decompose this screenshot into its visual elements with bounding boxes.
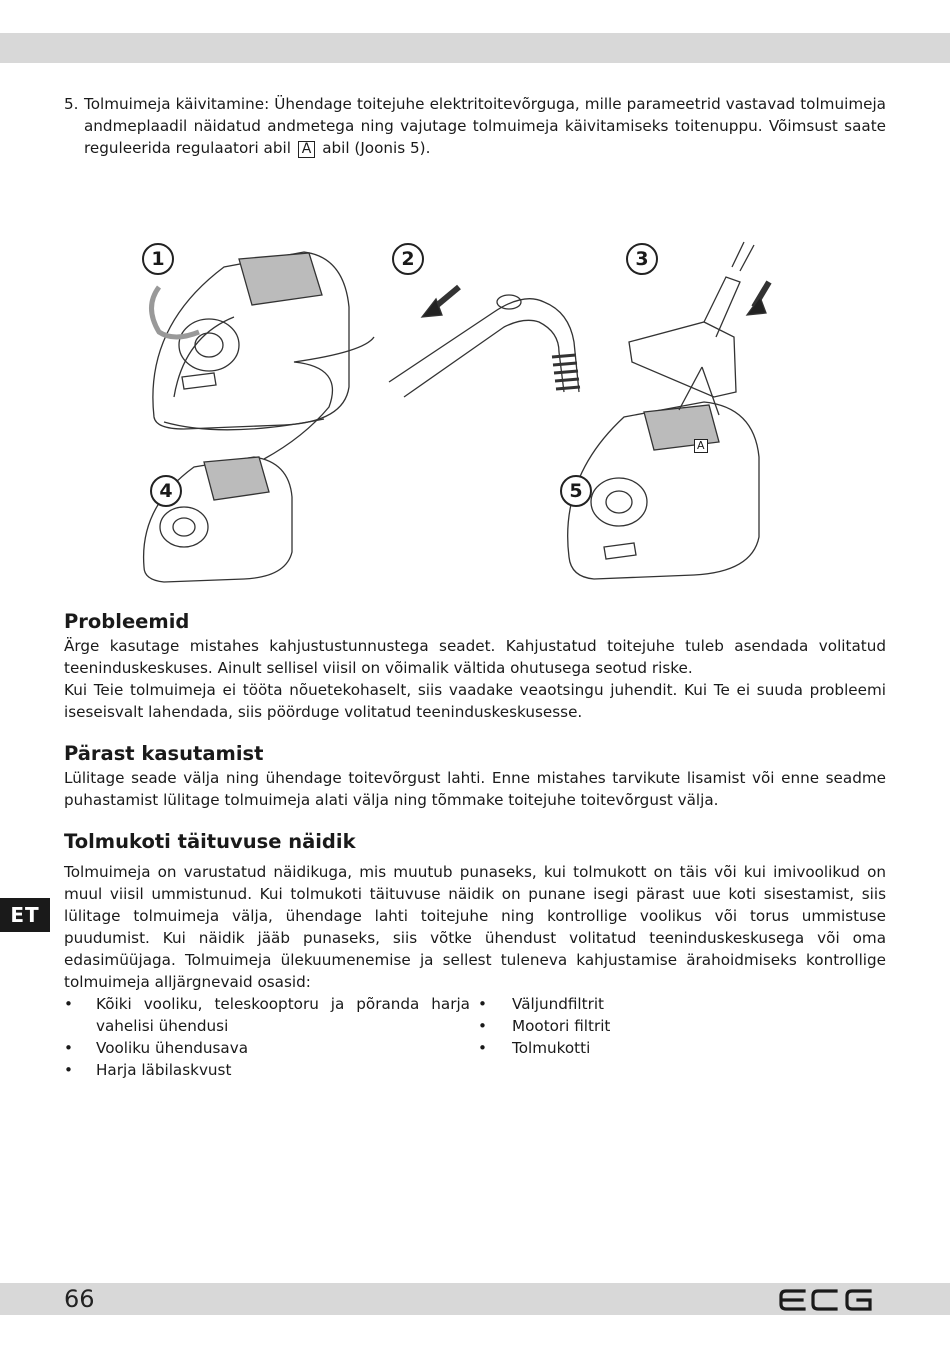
step-text-after: abil (Joonis 5). <box>322 139 431 157</box>
check-list-right <box>478 993 886 1081</box>
paragraph: Tolmuimeja on varustatud näidikuga, mis muutub punaseks, kui tolmukott on täis või kui imivoolikud on muul viisil ummistunud. Kui tolmukoti täituvuse näidik on punane isegi pärast uue koti sisestamist, siis lülitage tolmuimeja välja, ühendage lahti toitejuhe ning kontrollige voolikus või torus ummistuse puudumist. Kui näidik jääb punaseks, siis võtke ühendust volitatud teeninduskeskusega või oma edasimüüjaga. Tolmuimeja ülekuumenemise ja sellest tuleneva kahjustamise ärahoidmiseks kontrollige tolmuimeja alljärgnevaid osasid: <box>64 863 886 991</box>
section-title-bag-indicator: Tolmukoti täituvuse näidik <box>64 830 356 853</box>
language-tab: ET <box>0 898 50 932</box>
paragraph: Kui Teie tolmuimeja ei tööta nõuetekohaselt, siis vaadake veaotsingu juhendit. Kui Te ei suuda probleemi iseseisvalt lahendada, siis pöörduge volitatud teeninduskeskusesse. <box>64 681 886 721</box>
figure-5-drawing <box>568 367 759 579</box>
list-item: • Kõiki vooliku, teleskooptoru ja põranda harja vahelisi ühendusi <box>64 993 470 1037</box>
figure-label-a: A <box>694 439 708 453</box>
list-item: • Mootori filtrit <box>478 1015 886 1037</box>
figure-label-2: 2 <box>392 243 424 275</box>
step-text <box>84 93 886 159</box>
header-bar <box>0 33 950 63</box>
figure-2-drawing <box>389 287 580 397</box>
step-number: 5. <box>64 95 79 113</box>
figure-label-3: 3 <box>626 243 658 275</box>
step-text-before: Tolmuimeja käivitamine: Ühendage toitejuhe elektritoitevõrguga, mille parameetrid vastavad tolmuimeja andmeplaadil näidatud andmetega ning vajutage tolmuimeja käivitamiseks toitenuppu. Võimsust saate reguleerida regulaatori abil <box>84 95 886 157</box>
list-item: • Harja läbilaskvust <box>64 1059 470 1081</box>
figure-label-5: 5 <box>560 475 592 507</box>
figure-label-4: 4 <box>150 475 182 507</box>
figure-4-drawing <box>144 337 374 582</box>
list-item: • Tolmukotti <box>478 1037 886 1059</box>
step-5 <box>64 93 886 159</box>
page-number: 66 <box>64 1285 95 1313</box>
section-title-after-use: Pärast kasutamist <box>64 742 264 765</box>
figure-label-1: 1 <box>142 243 174 275</box>
figure-1-drawing <box>152 252 350 430</box>
section-bag-indicator <box>64 829 886 1081</box>
check-list-left <box>64 993 470 1081</box>
section-after-use <box>64 741 886 811</box>
vacuum-drawings <box>64 167 886 597</box>
paragraph: Lülitage seade välja ning ühendage toitevõrgust lahti. Enne mistahes tarvikute lisamist või enne seadme puhastamist lülitage tolmuimeja alati välja ning tõmmake toitejuhe toitevõrgust välja. <box>64 769 886 809</box>
vacuum-illustration <box>64 167 886 597</box>
list-item: • Väljundfiltrit <box>478 993 886 1015</box>
page-content <box>64 93 886 1081</box>
section-problems <box>64 609 886 723</box>
section-title-problems: Probleemid <box>64 610 190 633</box>
list-item: • Vooliku ühendusava <box>64 1037 470 1059</box>
boxed-label-a: A <box>298 141 316 158</box>
paragraph: Ärge kasutage mistahes kahjustustunnustega seadet. Kahjustatud toitejuhe tuleb asendada volitatud teeninduskeskuses. Ainult sellisel viisil on võimalik vältida ohutusega seotud riske. <box>64 637 886 677</box>
ecg-logo <box>778 1288 874 1312</box>
check-list <box>64 993 886 1081</box>
